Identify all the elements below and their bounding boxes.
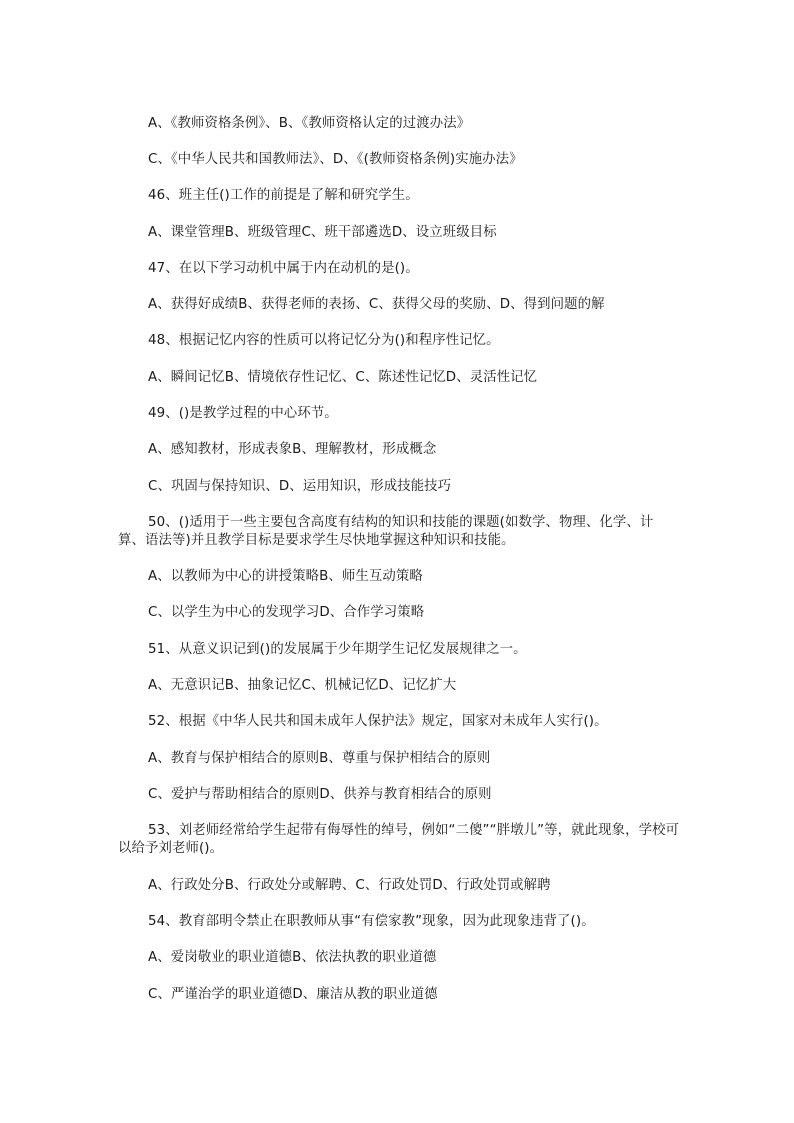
- option-line: C、以学生为中心的发现学习D、合作学习策略: [148, 605, 425, 620]
- question-line: 49、()是教学过程的中心环节。: [148, 406, 338, 421]
- option-line: C、巩固与保持知识、D、运用知识，形成技能技巧: [148, 479, 452, 494]
- question-line: 52、根据《中华人民共和国未成年人保护法》规定，国家对未成年人实行()。: [148, 714, 608, 729]
- option-line: C、《中华人民共和国教师法》、D、《(教师资格条例)实施办法》: [148, 152, 523, 167]
- question-line: 51、从意义识记到()的发展属于少年期学生记忆发展规律之一。: [148, 642, 527, 657]
- option-line: C、严谨治学的职业道德D、廉洁从教的职业道德: [148, 987, 438, 1002]
- option-line: A、课堂管理B、班级管理C、班干部遴选D、设立班级目标: [148, 225, 497, 240]
- question-line: 48、根据记忆内容的性质可以将记忆分为()和程序性记忆。: [148, 333, 500, 348]
- option-line: A、教育与保护相结合的原则B、尊重与保护相结合的原则: [148, 751, 491, 766]
- option-line: A、感知教材，形成表象B、理解教材，形成概念: [148, 442, 437, 457]
- option-line: A、获得好成绩B、获得老师的表扬、C、获得父母的奖励、D、得到问题的解: [148, 297, 605, 312]
- option-line: A、无意识记B、抽象记忆C、机械记忆D、记忆扩大: [148, 678, 457, 693]
- question-paragraph: 53、刘老师经常给学生起带有侮辱性的绰号，例如“二傻”“胖墩儿”等，就此现象，学校可以给予刘老师()。: [118, 823, 680, 856]
- option-line: A、以教师为中心的讲授策略B、师生互动策略: [148, 569, 423, 584]
- question-paragraph: 50、()适用于一些主要包含高度有结构的知识和技能的课题(如数学、物理、化学、计算、语法等)并且教学目标是要求学生尽快地掌握这种知识和技能。: [118, 515, 654, 548]
- option-line: A、瞬间记忆B、情境依存性记忆、C、陈述性记忆D、灵活性记忆: [148, 370, 538, 385]
- option-line: A、《教师资格条例》、B、《教师资格认定的过渡办法》: [148, 116, 471, 131]
- question-line: 46、班主任()工作的前提是了解和研究学生。: [148, 188, 419, 203]
- option-line: A、行政处分B、行政处分或解聘、C、行政处罚D、行政处罚或解聘: [148, 878, 551, 893]
- option-line: A、爱岗敬业的职业道德B、依法执教的职业道德: [148, 950, 437, 965]
- question-line: 54、教育部明令禁止在职教师从事“有偿家教”现象，因为此现象违背了()。: [148, 914, 595, 929]
- question-line: 47、在以下学习动机中属于内在动机的是()。: [148, 261, 419, 276]
- option-line: C、爱护与帮助相结合的原则D、供养与教育相结合的原则: [148, 787, 492, 802]
